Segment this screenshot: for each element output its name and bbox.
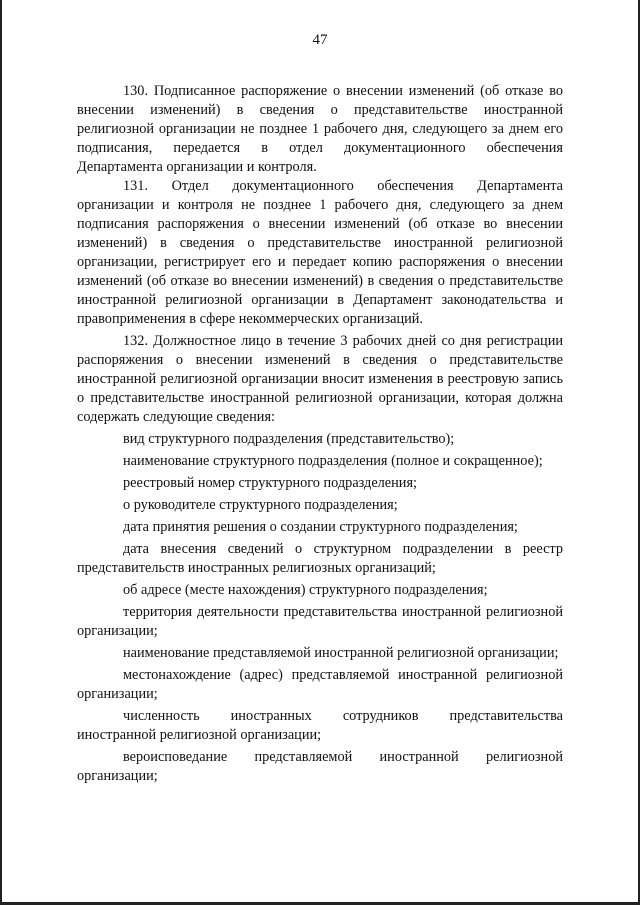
list-item: наименование представляемой иностранной религиозной организации; [123,645,559,661]
list-item: дата принятия решения о создании структурного подразделения; [123,519,518,535]
paragraph-130: 130. Подписанное распоряжение о внесении изменений (об отказе во внесении изменений) в сведения о представительстве иностранной религиозной организации не позднее 1 рабочего дня, следующего за днем его подписания, передается в отдел документационного обеспечения Департамента организации и контроля. [77,83,563,175]
list-item: наименование структурного подразделения (полное и сокращенное); [123,453,543,469]
list-item: численность иностранных сотрудников представительства иностранной религиозной организации; [77,708,563,743]
list-item: о руководителе структурного подразделения; [123,497,398,513]
page-number: 47 [312,32,328,48]
list-item: об адресе (месте нахождения) структурного подразделения; [123,582,488,598]
document-body [77,82,563,786]
list-item: территория деятельности представительства иностранной религиозной организации; [77,604,563,639]
list-item: реестровый номер структурного подразделения; [123,475,418,491]
list-item: местонахождение (адрес) представляемой иностранной религиозной организации; [77,667,563,702]
list-item: вид структурного подразделения (представительство); [123,431,455,447]
list-item: вероисповедание представляемой иностранной религиозной организации; [77,749,563,784]
paragraph-131: 131. Отдел документационного обеспечения Департамента организации и контроля не позднее 1 рабочего дня, следующего за днем подписания распоряжения о внесении изменений (об отказе во внесении изменений) в сведения о представительстве иностранной религиозной организации, регистрирует его и передает копию распоряжения о внесении изменений (об отказе во внесении изменений) в сведения о представительстве иностранной религиозной организации в Департамент законодательства и правоприменения в сфере некоммерческих организаций. [77,178,563,327]
paragraph-132: 132. Должностное лицо в течение 3 рабочих дней со дня регистрации распоряжения о внесении изменений в сведения о представительстве иностранной религиозной организации вносит изменения в реестровую запись о представительстве иностранной религиозной организации, которая должна содержать следующие сведения: [77,333,563,425]
list-item: дата внесения сведений о структурном подразделении в реестр представительств иностранных религиозных организаций; [77,541,563,576]
scan-border-left [0,0,2,905]
